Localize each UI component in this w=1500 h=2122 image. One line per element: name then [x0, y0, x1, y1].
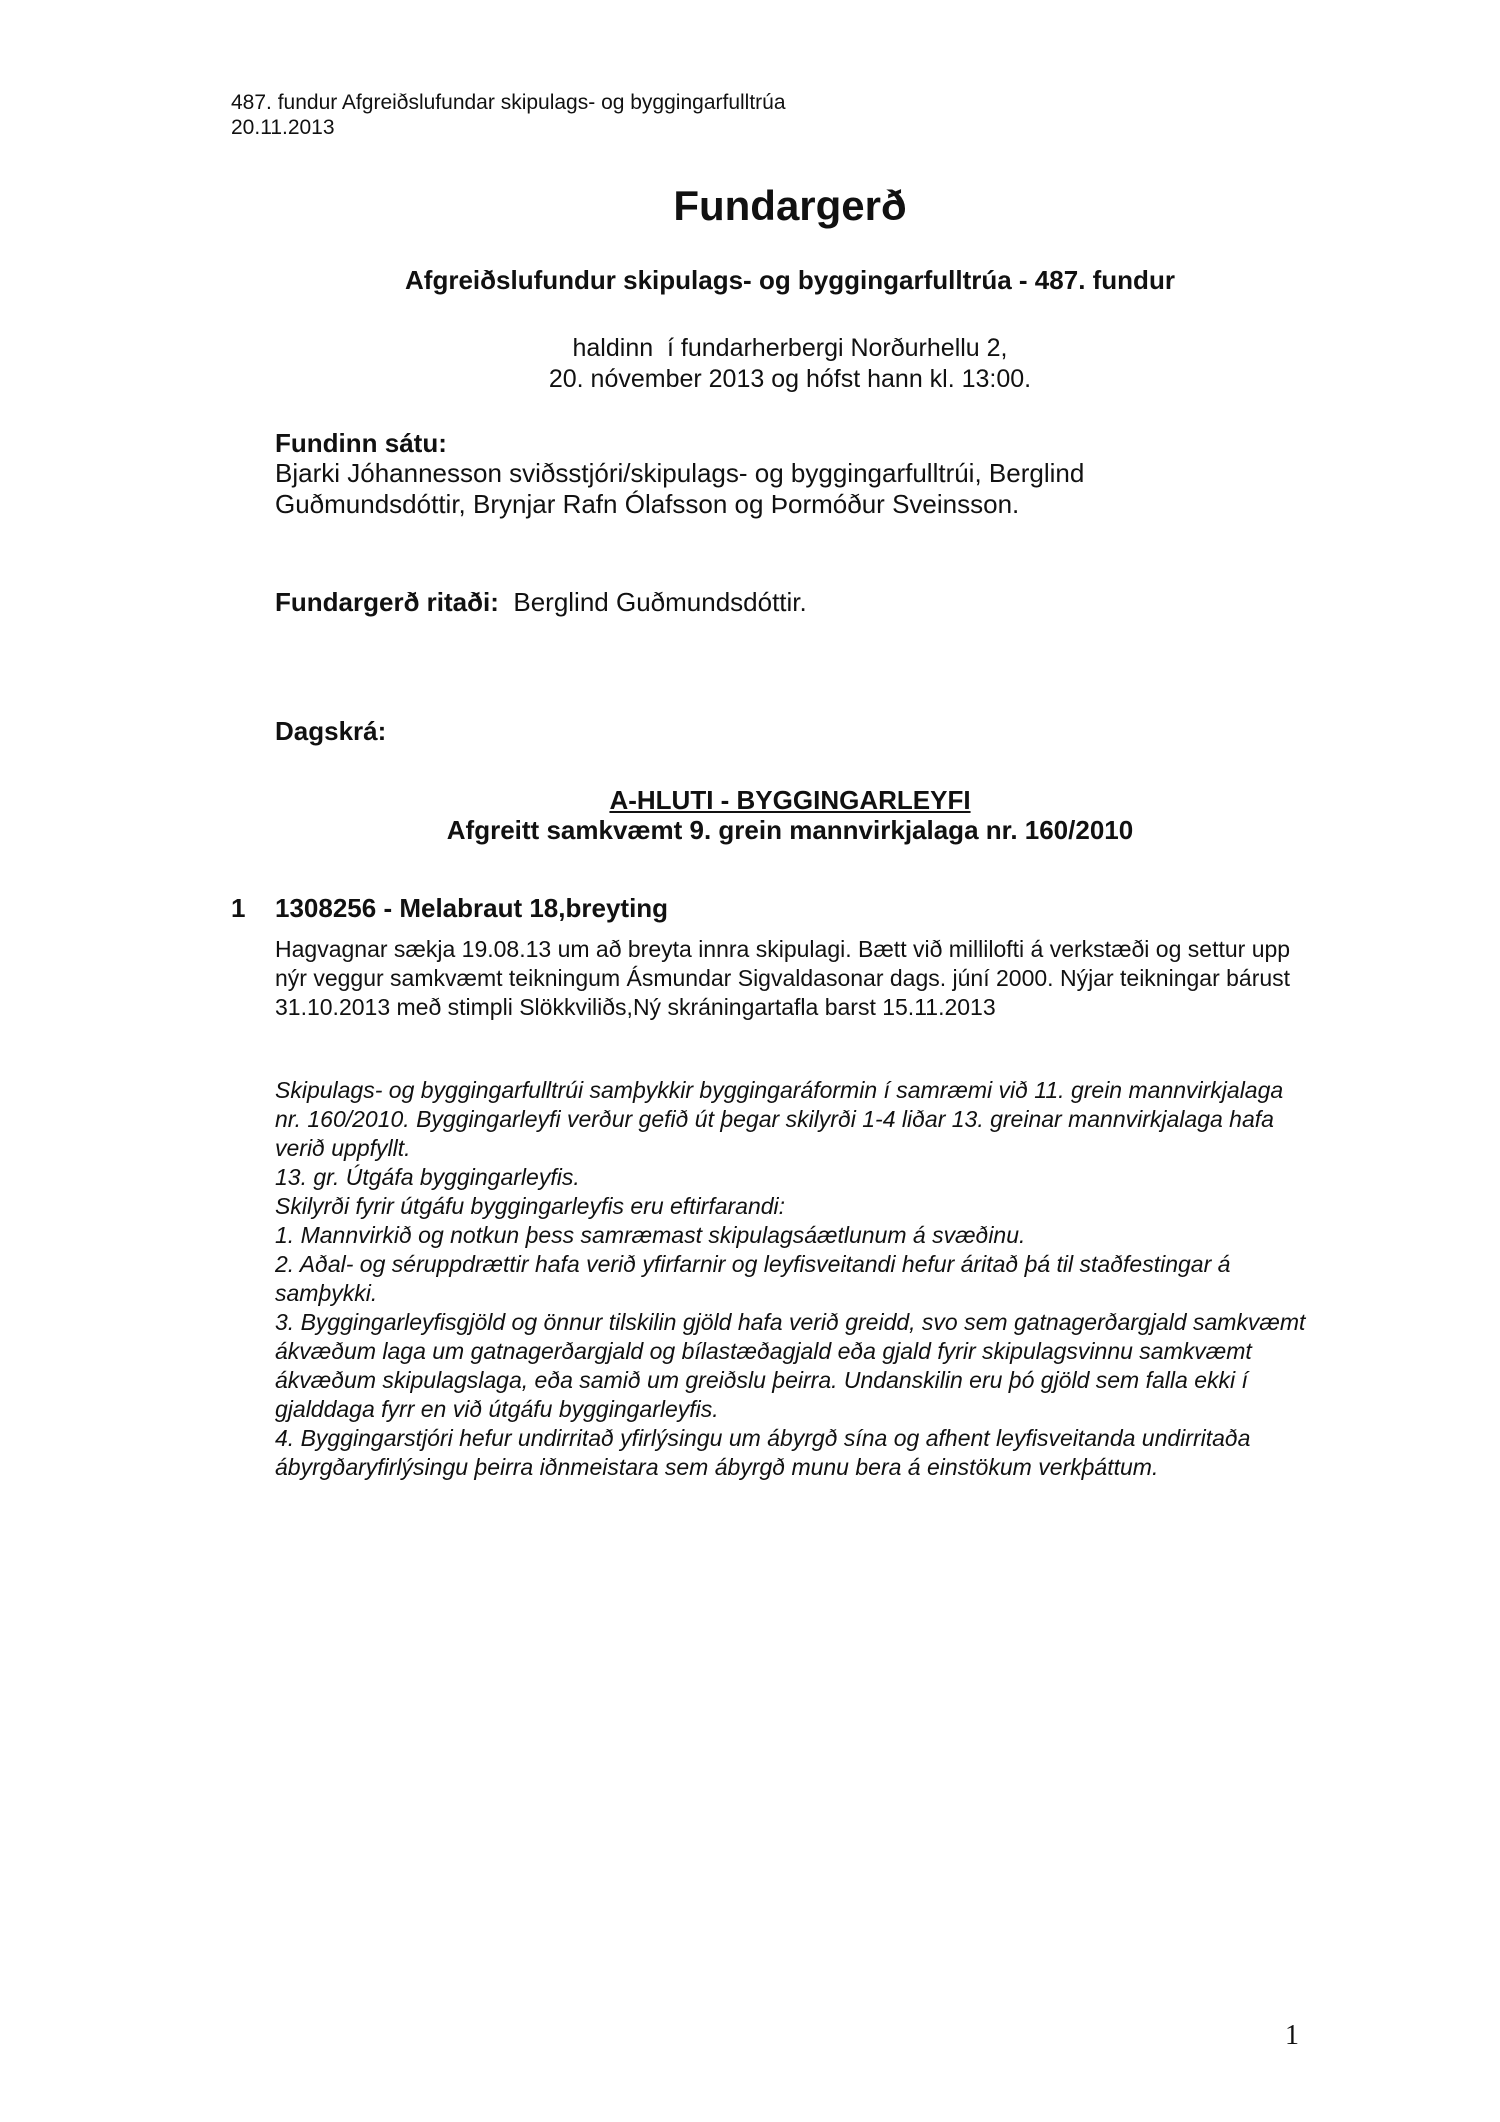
agenda-item-decision [275, 1076, 1315, 1482]
running-header-date: 20.11.2013 [231, 116, 335, 139]
agenda-label: Dagskrá: [275, 716, 387, 746]
decision-condition-1: 1. Mannvirkið og notkun þess samræmast skipulagsáætlunum á svæðinu. [275, 1222, 1026, 1248]
section-subheading: Afgreitt samkvæmt 9. grein mannvirkjalaga nr. 160/2010 [446, 815, 1134, 845]
agenda-item-number: 1 [231, 893, 246, 923]
decision-condition-4: 4. Byggingarstjóri hefur undirritað yfirlýsingu um ábyrgð sína og afhent leyfisveitanda undirritaða ábyrgðaryfirlýsingu þeirra iðnmeistara sem ábyrgð munu bera á einstökum verkþáttum. [275, 1425, 1251, 1480]
page-number: 1 [1285, 2020, 1299, 2051]
section-heading: A-HLUTI - BYGGINGARLEYFI [609, 785, 971, 815]
decision-line: Skilyrði fyrir útgáfu byggingarleyfis eru eftirfarandi: [275, 1193, 786, 1219]
location-line-2: 20. nóvember 2013 og hófst hann kl. 13:00. [548, 365, 1032, 393]
agenda-item-title: 1308256 - Melabraut 18,breyting [275, 893, 669, 923]
decision-condition-2: 2. Aðal- og séruppdrættir hafa verið yfirfarnir og leyfisveitandi hefur áritað þá til staðfestingar á samþykki. [275, 1251, 1231, 1306]
minutes-by-label: Fundargerð ritaði: [275, 587, 499, 617]
decision-line: 13. gr. Útgáfa byggingarleyfis. [275, 1164, 580, 1190]
attendees-label: Fundinn sátu: [275, 428, 447, 458]
attendees-list: Bjarki Jóhannesson sviðsstjóri/skipulags- og byggingarfulltrúi, Berglind Guðmundsdóttir, Brynjar Rafn Ólafsson og Þormóður Sveinsson. [275, 458, 1085, 519]
meeting-location [0, 333, 1500, 395]
running-header [231, 90, 786, 140]
agenda-item-description: Hagvagnar sækja 19.08.13 um að breyta innra skipulagi. Bætt við millilofti á verkstæði og settur upp nýr veggur samkvæmt teikningum Ásmundar Sigvaldasonar dags. júní 2000. Nýjar teikningar bárust 31.10.2013 með stimpli Slökkviliðs,Ný skráningartafla barst 15.11.2013 [275, 936, 1291, 1020]
document-title: Fundargerð [673, 182, 907, 229]
meeting-title: Afgreiðslufundur skipulags- og byggingarfulltrúa - 487. fundur [405, 265, 1175, 295]
decision-paragraph: Skipulags- og byggingarfulltrúi samþykkir byggingaráformin í samræmi við 11. grein mannvirkjalaga nr. 160/2010. Byggingarleyfi verður gefið út þegar skilyrði 1-4 liðar 13. greinar mannvirkjalaga hafa verið uppfyllt. [275, 1077, 1284, 1161]
decision-condition-3: 3. Byggingarleyfisgjöld og önnur tilskilin gjöld hafa verið greidd, svo sem gatnagerðargjald samkvæmt ákvæðum laga um gatnagerðargjald og bílastæðagjald eða gjald fyrir skipulagsvinnu samkvæmt ákvæðum skipulagslaga, eða samið um greiðslu þeirra. Undanskilin eru þó gjöld sem falla ekki í gjalddaga fyrr en við útgáfu byggingarleyfis. [275, 1309, 1306, 1422]
running-header-title: 487. fundur Afgreiðslufundar skipulags- og byggingarfulltrúa [231, 91, 786, 114]
minutes-by [275, 587, 807, 618]
location-line-1: haldinn í fundarherbergi Norðurhellu 2, [572, 334, 1008, 362]
minutes-by-value: Berglind Guðmundsdóttir. [513, 587, 807, 617]
